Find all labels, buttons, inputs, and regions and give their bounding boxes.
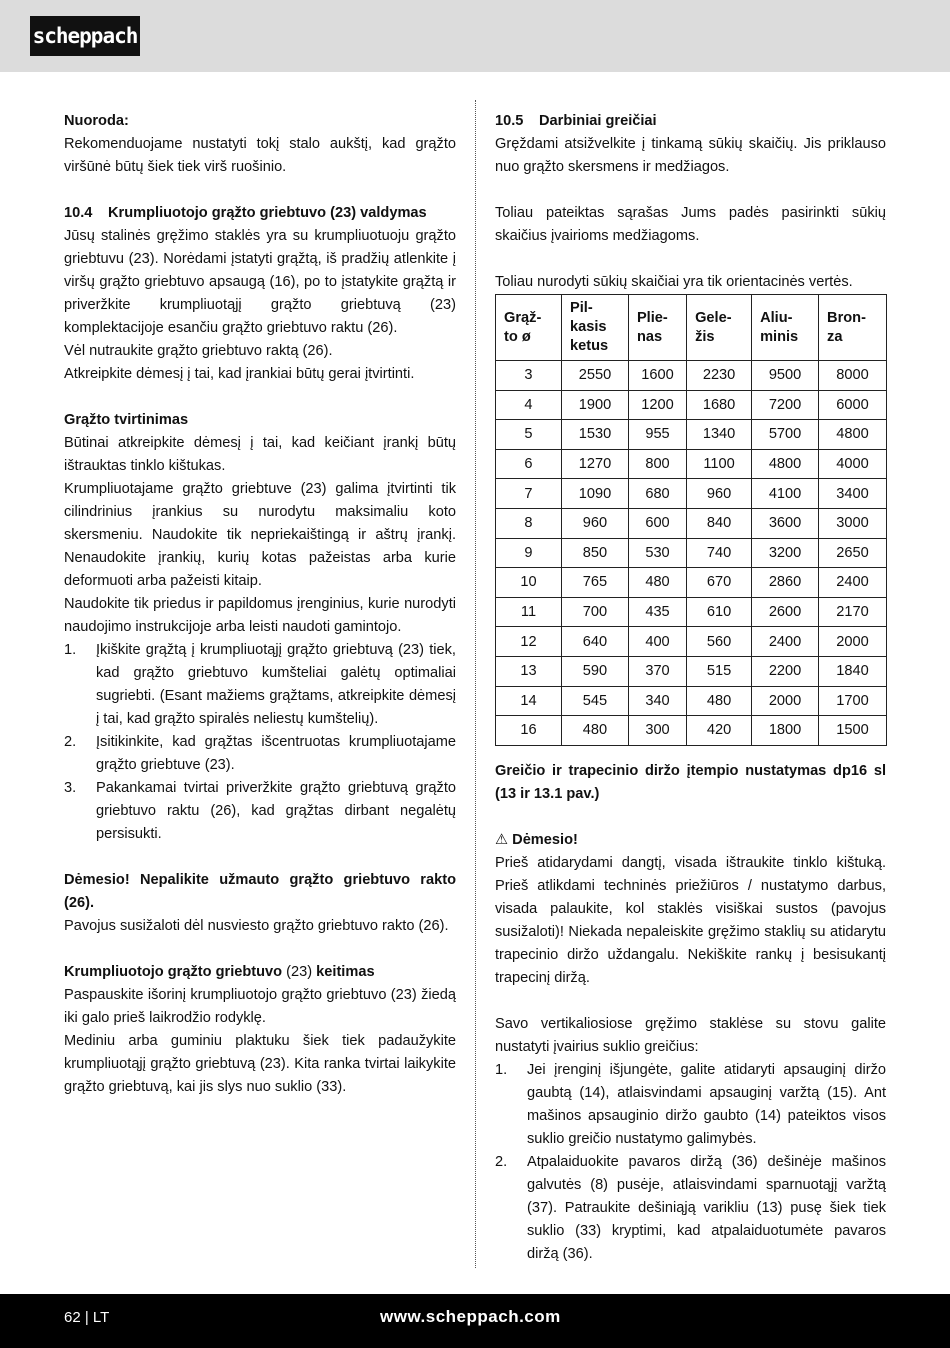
section-title: Darbiniai greičiai (539, 113, 657, 129)
table-cell: 5700 (752, 420, 819, 450)
table-cell: 2000 (819, 627, 887, 657)
table-cell: 960 (561, 508, 628, 538)
table-row (496, 449, 887, 479)
table-cell: 1100 (687, 449, 752, 479)
table-cell: 480 (687, 686, 752, 716)
table-cell: 1800 (752, 716, 819, 746)
table-cell: 1530 (561, 420, 628, 450)
table-cell: 13 (496, 656, 562, 686)
table-cell: 12 (496, 627, 562, 657)
website-link[interactable]: www.scheppach.com (380, 1307, 561, 1326)
section-10-5-p2: Toliau pateiktas sąrašas Jums padės pasirinkti sūkių skaičius įvairioms medžiagoms. (495, 205, 886, 244)
section-number: 10.4 (64, 205, 93, 221)
table-cell: 435 (628, 597, 686, 627)
table-cell: 4800 (819, 420, 887, 450)
table-cell: 2200 (752, 656, 819, 686)
list-item: 3. Pakankamai tvirtai priveržkite grąžto griebtuvą grąžto griebtuvo raktu (26), kad grąžtas dirbant negalėtų persisukti. (64, 780, 456, 842)
section-title: Krumpliuotojo grąžto griebtuvo (23) valdymas (108, 205, 427, 221)
table-row (496, 568, 887, 598)
table-header-cell: Gele- žis (687, 295, 752, 361)
table-cell: 1200 (628, 390, 686, 420)
table-cell: 1090 (561, 479, 628, 509)
table-cell: 2400 (752, 627, 819, 657)
right-column (495, 110, 886, 1266)
table-cell: 765 (561, 568, 628, 598)
list-item: 1. Įkiškite grąžtą į krumpliuotąjį grąžto griebtuvą (23) tiek, kad grąžto griebtuvo kumšteliai galėtų optimaliai sugriebti. (Esant mažiems grąžtams, atkreipkite dėmesį į tai, kad grąžto spiralės neliestų kumštelių). (64, 642, 456, 727)
table-row (496, 686, 887, 716)
caution-text: Prieš atidarydami dangtį, visada ištraukite tinklo kištuką. Prieš atlikdami techninės priežiūros / nustatymo darbus, visada palaukite, kol staklės visiškai sustos (pavojus susižaloti)! Niekada nepaleiskite gręžimo staklių su atidarytu trapecinio diržo uždangalu. Nekiškite rankų į besisukantį trapecinį diržą. (495, 854, 886, 986)
table-row (496, 508, 887, 538)
table-cell: 800 (628, 449, 686, 479)
table-cell: 1500 (819, 716, 887, 746)
table-header-cell: Pil- kasis ketus (561, 295, 628, 361)
table-cell: 2550 (561, 361, 628, 391)
scheppach-logo: scheppach (30, 16, 140, 56)
chuck-change-p1: Paspauskite išorinį krumpliuotojo grąžto griebtuvo (23) žiedą iki galo prieš laikrodžio rodyklę. (64, 987, 456, 1026)
table-body (496, 361, 887, 746)
table-header-row (496, 295, 887, 361)
table-row (496, 390, 887, 420)
table-header-cell: Grąž- to ø (496, 295, 562, 361)
section-10-4-p2: Vėl nutraukite grąžto griebtuvo raktą (26). (64, 343, 333, 359)
table-cell: 530 (628, 538, 686, 568)
table-cell: 840 (687, 508, 752, 538)
section-10-4-p1: Jūsų stalinės gręžimo staklės yra su krumpliuotuoju grąžto griebtuvu (23). Norėdami įstatyti grąžtą, iš pradžių atlenkite į viršų grąžto griebtuvo apsaugą (16), po to įstatykite grąžtą ir priveržkite krumpliuotąjį grąžto griebtuvą (23) komplektacijoje esančiu grąžto griebtuvo raktu (26). (64, 228, 456, 336)
table-cell: 1270 (561, 449, 628, 479)
header-bar (0, 0, 950, 72)
table-row (496, 716, 887, 746)
table-cell: 1840 (819, 656, 887, 686)
table-cell: 610 (687, 597, 752, 627)
chuck-change-title: Krumpliuotojo grąžto griebtuvo (23) keitimas (64, 964, 375, 980)
table-cell: 700 (561, 597, 628, 627)
table-cell: 14 (496, 686, 562, 716)
chuck-key-warning-title: Dėmesio! Nepalikite užmauto grąžto griebtuvo rakto (26). (64, 872, 456, 911)
table-row (496, 656, 887, 686)
table-row (496, 420, 887, 450)
list-item: 2. Atpalaiduokite pavaros diržą (36) dešinėje mašinos galvutės (8) pusėje, atlaisvindami sparnuotąjį varžtą (37). Patraukite dešiniąją varikliu (13) pusę šiek tiek suklio (33) kryptimi, kad atpalaiduotumėte pavaros diržą (36). (495, 1153, 886, 1262)
section-10-4-heading (64, 202, 456, 225)
table-cell: 10 (496, 568, 562, 598)
section-number: 10.5 (495, 113, 524, 129)
drill-fixing-steps (64, 639, 456, 846)
table-row (496, 627, 887, 657)
section-10-5-heading (495, 110, 886, 133)
drill-fixing-p3: Naudokite tik priedus ir papildomus įrenginius, kurie nurodyti naudojimo instrukcijoje arba leisti naudoti gamintojo. (64, 596, 456, 635)
table-cell: 7 (496, 479, 562, 509)
table-cell: 600 (628, 508, 686, 538)
rpm-table (495, 294, 887, 746)
table-cell: 480 (561, 716, 628, 746)
table-cell: 670 (687, 568, 752, 598)
column-divider (475, 100, 476, 1268)
table-cell: 545 (561, 686, 628, 716)
table-cell: 16 (496, 716, 562, 746)
table-cell: 2600 (752, 597, 819, 627)
table-cell: 8 (496, 508, 562, 538)
speeds-intro: Savo vertikaliosiose gręžimo staklėse su stovu galite nustatyti įvairius suklio greičius: (495, 1015, 886, 1055)
table-cell: 1340 (687, 420, 752, 450)
table-row (496, 479, 887, 509)
speed-setting-steps (495, 1059, 886, 1266)
table-cell: 640 (561, 627, 628, 657)
table-cell: 11 (496, 597, 562, 627)
table-cell: 4000 (819, 449, 887, 479)
table-cell: 420 (687, 716, 752, 746)
chuck-key-warning-text: Pavojus susižaloti dėl nusviesto grąžto griebtuvo rakto (26). (64, 918, 449, 934)
section-10-5-p1: Gręždami atsižvelkite į tinkamą sūkių skaičių. Jis priklauso nuo grąžto skersmens ir medžiagos. (495, 136, 886, 175)
table-cell: 1900 (561, 390, 628, 420)
table-header-cell: Plie- nas (628, 295, 686, 361)
table-cell: 4 (496, 390, 562, 420)
table-row (496, 361, 887, 391)
table-row (496, 538, 887, 568)
table-cell: 560 (687, 627, 752, 657)
table-row (496, 597, 887, 627)
table-cell: 2860 (752, 568, 819, 598)
table-cell: 515 (687, 656, 752, 686)
table-cell: 740 (687, 538, 752, 568)
table-cell: 480 (628, 568, 686, 598)
table-cell: 1600 (628, 361, 686, 391)
section-10-5-p3: Toliau nurodyti sūkių skaičiai yra tik orientacinės vertės. (495, 274, 853, 290)
table-cell: 5 (496, 420, 562, 450)
table-cell: 8000 (819, 361, 887, 391)
table-cell: 3400 (819, 479, 887, 509)
table-cell: 7200 (752, 390, 819, 420)
table-cell: 2400 (819, 568, 887, 598)
table-cell: 1680 (687, 390, 752, 420)
table-cell: 2650 (819, 538, 887, 568)
section-10-4-p3: Atkreipkite dėmesį į tai, kad įrankiai būtų gerai įtvirtinti. (64, 366, 415, 382)
table-cell: 960 (687, 479, 752, 509)
table-cell: 340 (628, 686, 686, 716)
table-cell: 590 (561, 656, 628, 686)
table-cell: 3600 (752, 508, 819, 538)
caution-heading: ⚠ Dėmesio! (495, 829, 886, 852)
footer-bar (0, 1294, 950, 1348)
drill-fixing-p1: Būtinai atkreipkite dėmesį į tai, kad keičiant įrankį būtų ištrauktas tinklo kištukas. (64, 435, 456, 474)
table-header-cell: Bron- za (819, 295, 887, 361)
table-cell: 4100 (752, 479, 819, 509)
table-cell: 3 (496, 361, 562, 391)
drill-fixing-p2: Krumpliuotajame grąžto griebtuve (23) galima įtvirtinti tik cilindrinius įrankius su nurodytu maksimaliu koto skersmeniu. Naudokite tik nepriekaištingą ir aštrų įrankį. Nenaudokite įrankių, kurių kotas pažeistas arba kurie deformuoti arba pažeisti kitaip. (64, 481, 456, 589)
table-cell: 2230 (687, 361, 752, 391)
table-cell: 370 (628, 656, 686, 686)
list-item: 2. Įsitikinkite, kad grąžtas išcentruotas krumpliuotajame grąžto griebtuve (23). (64, 734, 456, 773)
table-cell: 2170 (819, 597, 887, 627)
list-item: 1. Jei įrenginį išjungėte, galite atidaryti apsauginį diržo gaubtą (14), atlaisvindami apsauginį varžtą (15). Ant mašinos apsauginio diržo gaubto (14) pateiktos visos suklio greičio nustatymo galimybės. (495, 1061, 886, 1147)
drill-fixing-title: Grąžto tvirtinimas (64, 412, 189, 428)
table-cell: 3000 (819, 508, 887, 538)
table-cell: 680 (628, 479, 686, 509)
note-title: Nuoroda: (64, 113, 129, 129)
page-number: 62 | LT (64, 1309, 110, 1326)
belt-tension-title: Greičio ir trapecinio diržo įtempio nustatymas dp16 sl (13 ir 13.1 pav.) (495, 762, 886, 802)
table-cell: 850 (561, 538, 628, 568)
left-column (64, 110, 456, 1099)
table-cell: 6000 (819, 390, 887, 420)
table-cell: 1700 (819, 686, 887, 716)
table-cell: 4800 (752, 449, 819, 479)
table-cell: 400 (628, 627, 686, 657)
table-header-cell: Aliu- minis (752, 295, 819, 361)
table-cell: 9500 (752, 361, 819, 391)
table-cell: 3200 (752, 538, 819, 568)
table-cell: 2000 (752, 686, 819, 716)
note-text: Rekomenduojame nustatyti tokį stalo aukštį, kad grąžto viršūnė būtų šiek tiek virš ruošinio. (64, 136, 456, 175)
table-cell: 9 (496, 538, 562, 568)
table-cell: 300 (628, 716, 686, 746)
warning-triangle-icon: ⚠ (495, 831, 509, 848)
table-cell: 955 (628, 420, 686, 450)
table-cell: 6 (496, 449, 562, 479)
chuck-change-p2: Mediniu arba guminiu plaktuku šiek tiek padaužykite krumpliuotąjį grąžto griebtuvą (23). Kita ranka tvirtai laikykite grąžto griebtuvą, kai jis slys nuo suklio (33). (64, 1033, 456, 1095)
